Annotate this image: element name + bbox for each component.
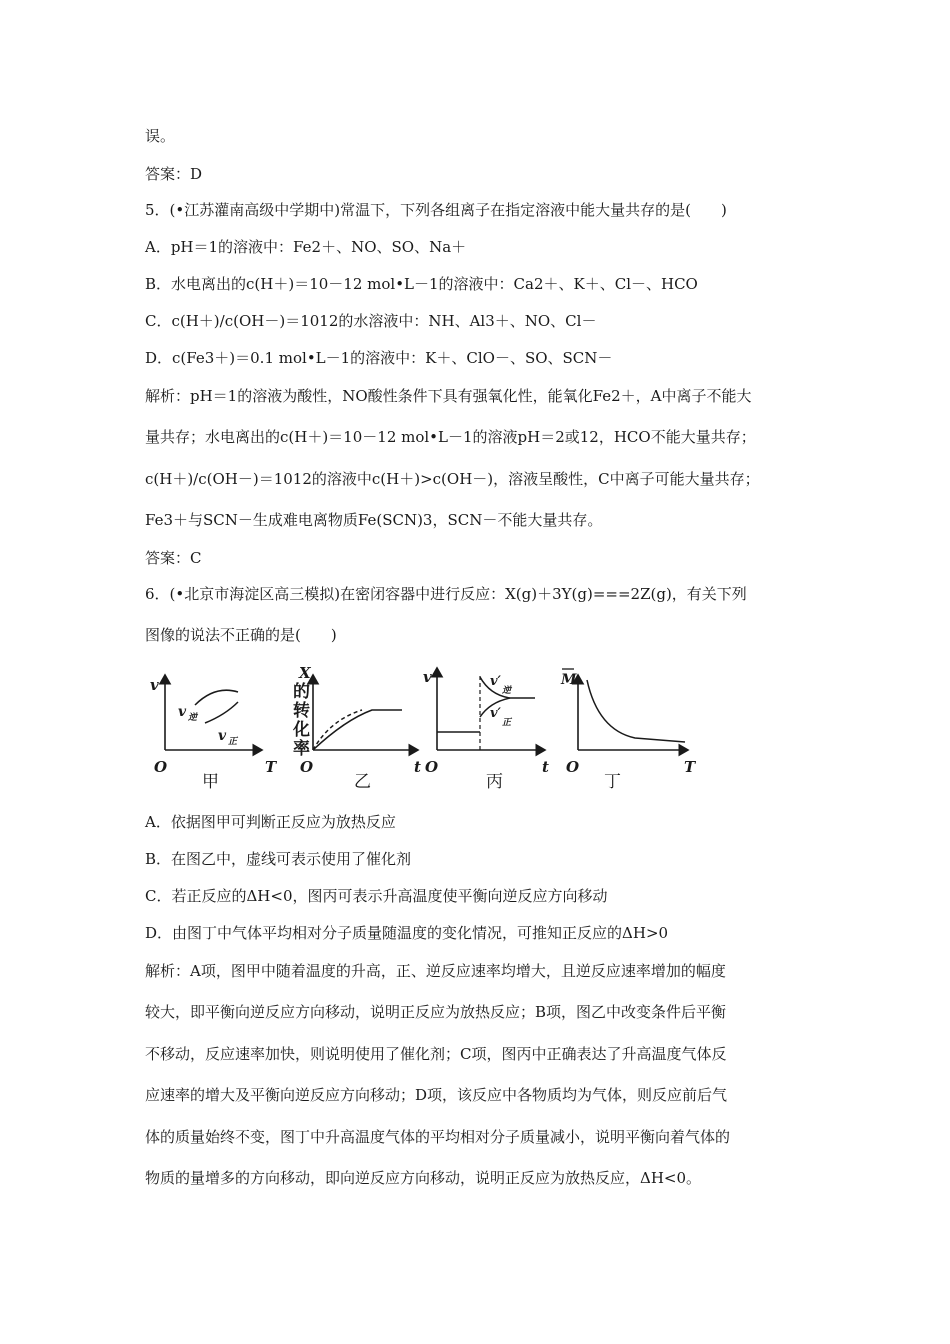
caption-jia: 甲 <box>202 772 219 792</box>
origin-label: O <box>425 758 439 776</box>
v-forward-prime-label: v′ <box>490 706 501 721</box>
question-6-stem-cont: 图像的说法不正确的是( ) <box>145 626 337 644</box>
v-forward-label: v <box>218 728 227 744</box>
question-5-option-a: A．pH＝1的溶液中：Fe2＋、NO、SO、Na＋ <box>145 238 467 256</box>
x-axis-label: T <box>265 758 277 776</box>
question-6-stem: 6．(•北京市海淀区高三模拟)在密闭容器中进行反应：X(g)＋3Y(g)===2Z(g)，有关下列 <box>145 585 747 603</box>
v-reverse-sub: 逆 <box>188 713 198 723</box>
x-axis-label: t <box>542 758 549 776</box>
x-axis-label: t <box>414 758 421 776</box>
analysis-line: 体的质量始终不变，图丁中升高温度气体的平均相对分子质量减小，说明平衡向着气体的 <box>145 1128 731 1146</box>
graph-yi <box>292 664 421 792</box>
v-forward-curve <box>205 702 238 723</box>
graph-ding <box>560 669 697 792</box>
graphs-svg <box>140 660 700 800</box>
y-axis-label: v <box>423 668 432 686</box>
analysis-line: 较大，即平衡向逆反应方向移动，说明正反应为放热反应；B项，图乙中改变条件后平衡 <box>145 1003 727 1021</box>
text-line: 误。 <box>145 127 176 145</box>
analysis-line: c(H＋)/c(OH－)＝1012的溶液中c(H＋)>c(OH－)，溶液呈酸性，C中离子可能大量共存； <box>145 470 760 488</box>
analysis-line: 物质的量增多的方向移动，即向逆反应方向移动，说明正反应为放热反应，ΔH<0。 <box>145 1169 702 1187</box>
answer-line: 答案：D <box>145 165 203 183</box>
question-6-option-c: C．若正反应的ΔH<0，图丙可表示升高温度使平衡向逆反应方向移动 <box>145 887 608 905</box>
question-5-option-b: B．水电离出的c(H＋)＝10－12 mol•L－1的溶液中：Ca2＋、K＋、Cl－、HCO <box>145 275 698 293</box>
question-6-option-a: A．依据图甲可判断正反应为放热反应 <box>145 813 396 831</box>
y-axis-label-5: 率 <box>293 739 310 759</box>
analysis-line: 量共存；水电离出的c(H＋)＝10－12 mol•L－1的溶液pH＝2或12，HCO不能大量共存； <box>145 428 756 446</box>
origin-label: O <box>154 758 168 776</box>
graph-jia <box>150 675 278 792</box>
average-molar-mass-curve <box>587 680 685 742</box>
v-forward-prime-sub: 正 <box>502 718 512 728</box>
question-5-stem: 5．(•江苏灌南高级中学期中)常温下，下列各组离子在指定溶液中能大量共存的是( ) <box>145 201 727 219</box>
origin-label: O <box>300 758 314 776</box>
y-axis-label-4: 化 <box>293 720 310 740</box>
origin-label: O <box>566 758 580 776</box>
answer-line: 答案：C <box>145 549 202 567</box>
analysis-line: 解析：A项，图甲中随着温度的升高，正、逆反应速率均增大，且逆反应速率增加的幅度 <box>145 962 726 980</box>
x-axis-label: T <box>684 758 696 776</box>
analysis-line: 应速率的增大及平衡向逆反应方向移动；D项，该反应中各物质均为气体，则反应前后气 <box>145 1086 728 1104</box>
y-axis-label-2: 的 <box>293 682 310 702</box>
y-axis-label-1: X <box>299 664 311 682</box>
caption-bing: 丙 <box>486 772 503 792</box>
analysis-line: 解析：pH＝1的溶液为酸性，NO酸性条件下具有强氧化性，能氧化Fe2＋，A中离子不能大 <box>145 387 752 405</box>
caption-yi: 乙 <box>354 772 371 792</box>
reaction-graphs <box>140 660 700 800</box>
v-reverse-label: v <box>178 704 187 720</box>
question-5-option-d: D．c(Fe3＋)＝0.1 mol•L－1的溶液中：K＋、ClO－、SO、SCN－ <box>145 349 613 367</box>
y-axis-label: M <box>561 672 577 688</box>
question-5-option-c: C．c(H＋)/c(OH－)＝1012的水溶液中：NH、Al3＋、NO、Cl－ <box>145 312 597 330</box>
solid-curve <box>313 710 402 750</box>
question-6-option-b: B．在图乙中，虚线可表示使用了催化剂 <box>145 850 412 868</box>
v-forward-sub: 正 <box>228 737 238 747</box>
analysis-line: 不移动，反应速率加快，则说明使用了催化剂；C项，图丙中正确表达了升高温度气体反 <box>145 1045 727 1063</box>
analysis-line: Fe3＋与SCN－生成难电离物质Fe(SCN)3，SCN－不能大量共存。 <box>145 511 603 529</box>
y-axis-label-3: 转 <box>293 701 310 721</box>
caption-ding: 丁 <box>604 772 621 792</box>
graph-bing <box>423 668 549 792</box>
v-reverse-prime-label: v′ <box>490 674 501 689</box>
y-axis-label: v <box>150 676 159 694</box>
question-6-option-d: D．由图丁中气体平均相对分子质量随温度的变化情况，可推知正反应的ΔH>0 <box>145 924 669 942</box>
v-reverse-prime-sub: 逆 <box>502 686 512 696</box>
v-reverse-curve <box>195 690 238 705</box>
